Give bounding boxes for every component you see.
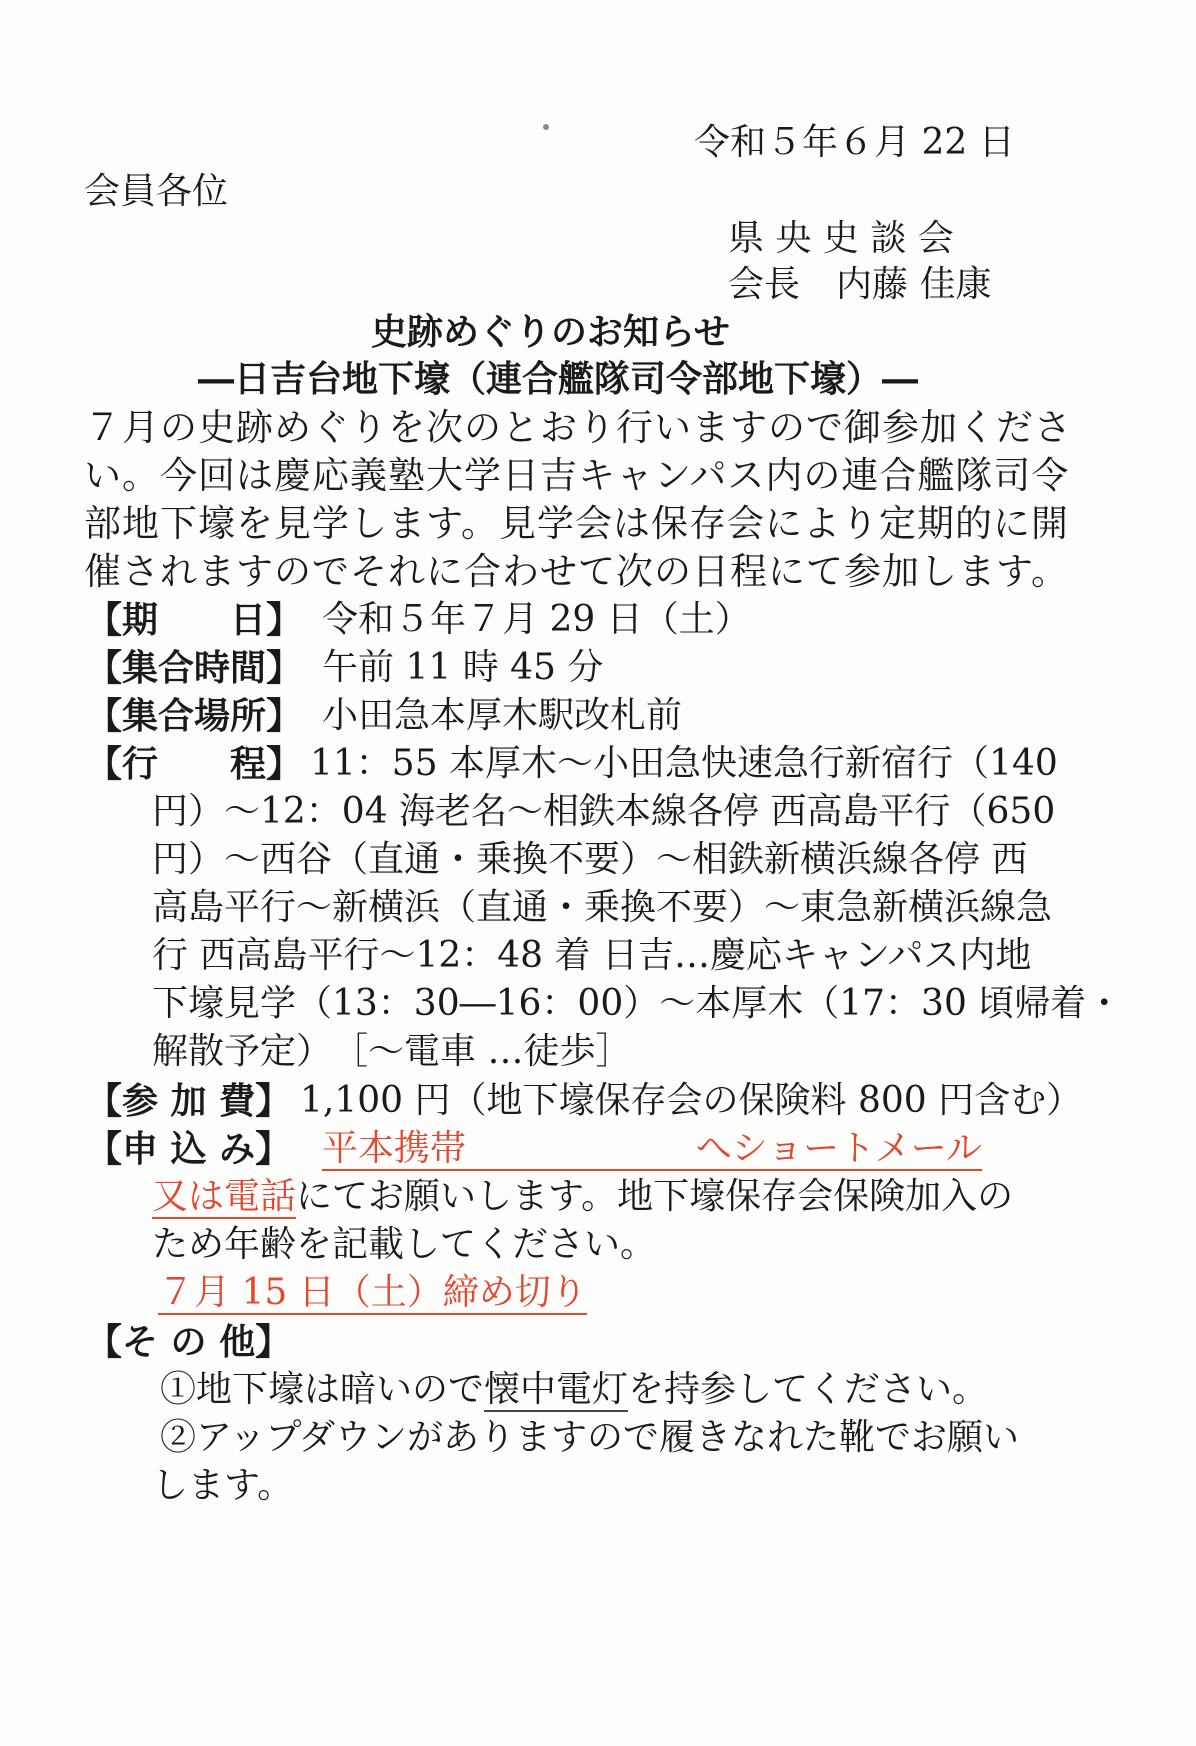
apply-or-phone: 又は電話 [152, 1176, 297, 1217]
itinerary-line: 高島平行～新横浜（直通・乗換不要）～東急新横浜線急 [152, 887, 1053, 928]
notice-subtitle: ―日吉台地下壕（連合艦隊司令部地下壕）― [198, 358, 919, 400]
itinerary-line: 行 西高島平行～12：48 着 日吉…慶応キャンパス内地 [152, 935, 1032, 976]
time-value: 午前 11 時 45 分 [322, 647, 604, 688]
issue-date: 令和５年６月 22 日 [694, 122, 1015, 163]
itinerary-line: 11：55 本厚木～小田急快速急行新宿行（140 [310, 743, 1058, 784]
intro-line: 部地下壕を見学します。見学会は保存会により定期的に開 [84, 502, 1070, 545]
other-label: 【そ の 他】 [86, 1321, 292, 1363]
itinerary-line: 下壕見学（13：30―16：00）～本厚木（17：30 頃帰着・ [152, 983, 1123, 1024]
other-1-pre: ①地下壕は暗いので [160, 1369, 485, 1410]
deadline: ７月 15 日（土）締め切り [158, 1272, 587, 1313]
itinerary-line: 解散予定） ［～電車 …徒歩］ [152, 1031, 632, 1072]
other-item-2: ②アップダウンがありますので履きなれた靴でお願い [160, 1417, 1019, 1458]
intro-line: い。今回は慶応義塾大学日吉キャンパス内の連合艦隊司令 [84, 454, 1070, 497]
apply-line-2 [152, 1177, 1013, 1217]
itinerary-line: 円）～12：04 海老名～相鉄本線各停 西高島平行（650 [152, 791, 1056, 832]
fee-label: 【参 加 費】 [86, 1080, 292, 1122]
intro-line: 催されますのでそれに合わせて次の日程にて参加します。 [84, 550, 1070, 593]
apply-contact-line [322, 1129, 982, 1171]
other-1-post: を持参してください。 [628, 1369, 989, 1410]
apply-contact: 平本携帯 [322, 1128, 467, 1169]
scan-speck [543, 124, 549, 130]
place-label: 【集合場所】 [86, 695, 303, 737]
notice-title: 史跡めぐりのお知らせ [371, 311, 730, 353]
addressee: 会員各位 [84, 171, 229, 212]
organization-name: 県 央 史 談 会 [728, 218, 954, 259]
fee-value: 1,100 円（地下壕保存会の保険料 800 円含む） [300, 1080, 1083, 1121]
date-label: 【期 日】 [86, 599, 303, 641]
apply-label: 【申 込 み】 [86, 1128, 292, 1170]
flashlight-note: 懐中電灯 [484, 1369, 629, 1410]
time-label: 【集合時間】 [86, 647, 303, 689]
apply-method: へショートメール [695, 1128, 982, 1169]
place-value: 小田急本厚木駅改札前 [322, 695, 683, 736]
itinerary-line: 円）～西谷（直通・乗換不要）～相鉄新横浜線各停 西 [152, 839, 1028, 880]
date-value: 令和５年７月 29 日（土） [322, 599, 751, 640]
president-name: 会長 内藤 佳康 [728, 264, 992, 305]
other-item-1 [160, 1370, 988, 1410]
intro-line: ７月の史跡めぐりを次のとおり行いますので御参加くださ [84, 406, 1072, 449]
apply-rest: にてお願いします。地下壕保存会保険加入の [296, 1176, 1014, 1217]
apply-line-3: ため年齢を記載してください。 [152, 1224, 657, 1265]
itinerary-label: 【行 程】 [86, 743, 303, 785]
other-item-2-cont: します。 [152, 1465, 294, 1506]
